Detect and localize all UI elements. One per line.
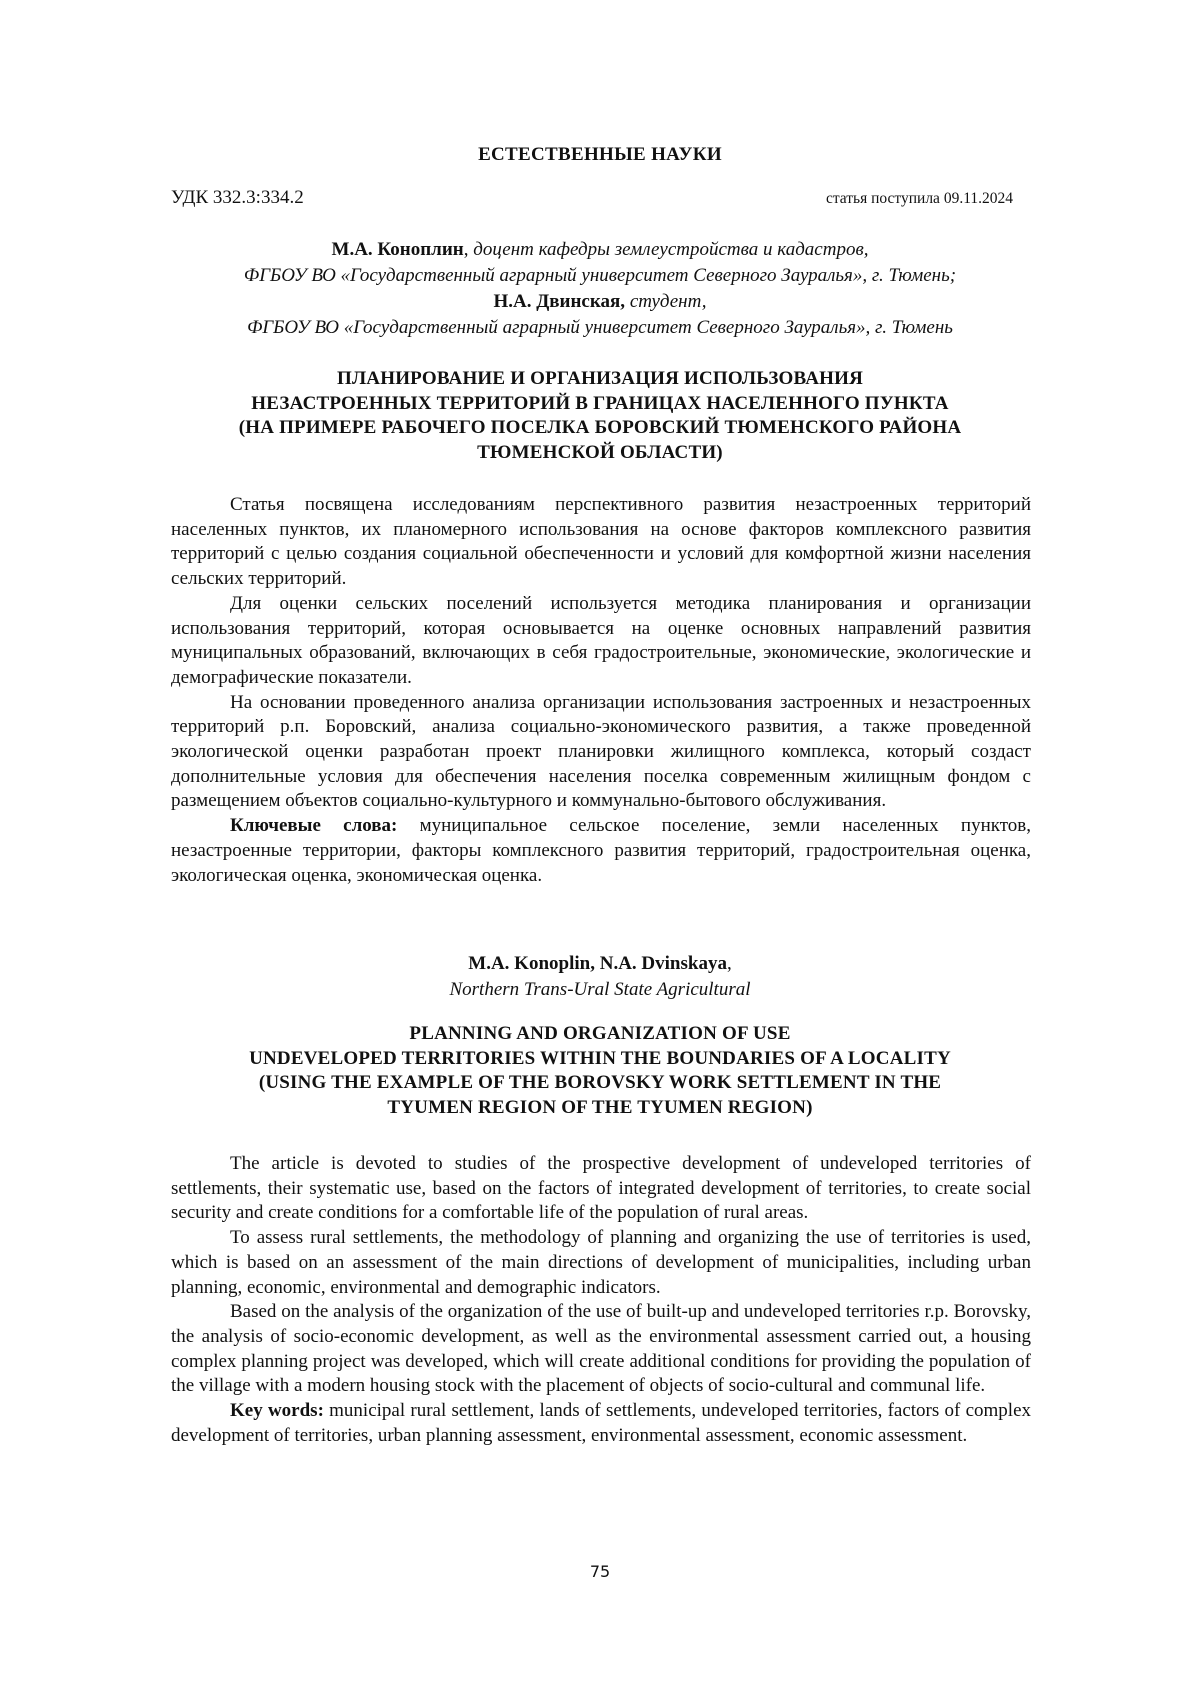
abstract-paragraph: Статья посвящена исследованиям перспективного развития незастроенных территорий населенных пунктов, их планомерного использования на основе факторов комплексного развития территорий с целью создания социальной обеспеченности и условий для комфортной жизни населения сельских территорий.	[171, 493, 1031, 592]
authors-en	[0, 951, 1200, 1003]
keywords-ru	[171, 814, 1031, 888]
title-line: ПЛАНИРОВАНИЕ И ОРГАНИЗАЦИЯ ИСПОЛЬЗОВАНИЯ	[140, 367, 1060, 392]
article-title-ru	[140, 367, 1060, 465]
document-page	[0, 0, 1200, 1697]
keywords-label: Ключевые слова:	[230, 815, 397, 836]
title-line: НЕЗАСТРОЕННЫХ ТЕРРИТОРИЙ В ГРАНИЦАХ НАСЕЛЕННОГО ПУНКТА	[140, 392, 1060, 417]
title-line: (НА ПРИМЕРЕ РАБОЧЕГО ПОСЕЛКА БОРОВСКИЙ ТЮМЕНСКОГО РАЙОНА	[140, 416, 1060, 441]
abstract-paragraph: Based on the analysis of the organization of the use of built-up and undeveloped territories r.p. Borovsky, the analysis of socio-economic development, as well as the environmental assessment carried out, a housing complex planning project was developed, which will create additional conditions for providing the population of the village with a modern housing stock with the placement of objects of socio-cultural and communal life.	[171, 1300, 1031, 1399]
keywords-en	[171, 1399, 1031, 1448]
received-date: статья поступила 09.11.2024	[826, 190, 1013, 208]
author-name: Н.А. Двинская,	[493, 291, 625, 312]
author-name: М.А. Коноплин	[332, 239, 464, 260]
title-line: PLANNING AND ORGANIZATION OF USE	[140, 1022, 1060, 1047]
title-line: UNDEVELOPED TERRITORIES WITHIN THE BOUNDARIES OF A LOCALITY	[140, 1047, 1060, 1072]
abstract-en	[171, 1152, 1031, 1448]
article-title-en	[140, 1022, 1060, 1120]
author-line	[0, 289, 1200, 315]
abstract-paragraph: The article is devoted to studies of the prospective development of undeveloped territories of settlements, their systematic use, based on the factors of integrated development of territories, to create social security and create conditions for a comfortable life of the population of rural areas.	[171, 1152, 1031, 1226]
authors-ru	[0, 237, 1200, 341]
udk-code: УДК 332.3:334.2	[171, 187, 304, 209]
keywords-label: Key words:	[230, 1400, 324, 1421]
abstract-paragraph: Для оценки сельских поселений используется методика планирования и организации использования территорий, которая основывается на оценке основных направлений развития муниципальных образований, включающих в себя градостроительные, экономические, экологические и демографические показатели.	[171, 592, 1031, 691]
keywords-text: муниципальное сельское поселение, земли населенных пунктов, незастроенные территории, факторы комплексного развития территорий, градостроительная оценка, экологическая оценка, экономическая оценка.	[171, 815, 1031, 885]
abstract-paragraph: To assess rural settlements, the methodology of planning and organizing the use of territories is used, which is based on an assessment of the main directions of development of municipalities, including urban planning, economic, environmental and demographic indicators.	[171, 1226, 1031, 1300]
page-number: 75	[0, 1562, 1200, 1581]
abstract-paragraph: На основании проведенного анализа организации использования застроенных и незастроенных территорий р.п. Боровский, анализа социально-экономического развития, а также проведенной экологической оценки разработан проект планировки жилищного комплекса, который создаст дополнительные условия для обеспечения населения поселка современным жилищным фондом с размещением объектов социально-культурного и коммунально-бытового обслуживания.	[171, 691, 1031, 815]
title-line: TYUMEN REGION OF THE TYUMEN REGION)	[140, 1096, 1060, 1121]
author-names-en: M.A. Konoplin, N.A. Dvinskaya,	[0, 951, 1200, 977]
author-line: М.А. Коноплин, доцент кафедры землеустройства и кадастров,	[0, 237, 1200, 263]
author-role: студент,	[630, 291, 707, 312]
author-affiliation-en: Northern Trans-Ural State Agricultural	[0, 977, 1200, 1003]
author-role: доцент кафедры землеустройства и кадастров,	[473, 239, 868, 260]
keywords-text: municipal rural settlement, lands of settlements, undeveloped territories, factors of complex development of territories, urban planning assessment, environmental assessment, economic assessment.	[171, 1400, 1031, 1446]
section-heading: ЕСТЕСТВЕННЫЕ НАУКИ	[0, 144, 1200, 166]
abstract-ru	[171, 493, 1031, 888]
title-line: ТЮМЕНСКОЙ ОБЛАСТИ)	[140, 441, 1060, 466]
title-line: (USING THE EXAMPLE OF THE BOROVSKY WORK SETTLEMENT IN THE	[140, 1071, 1060, 1096]
author-affiliation: ФГБОУ ВО «Государственный аграрный университет Северного Зауралья», г. Тюмень	[0, 315, 1200, 341]
author-affiliation: ФГБОУ ВО «Государственный аграрный университет Северного Зауралья», г. Тюмень;	[0, 263, 1200, 289]
